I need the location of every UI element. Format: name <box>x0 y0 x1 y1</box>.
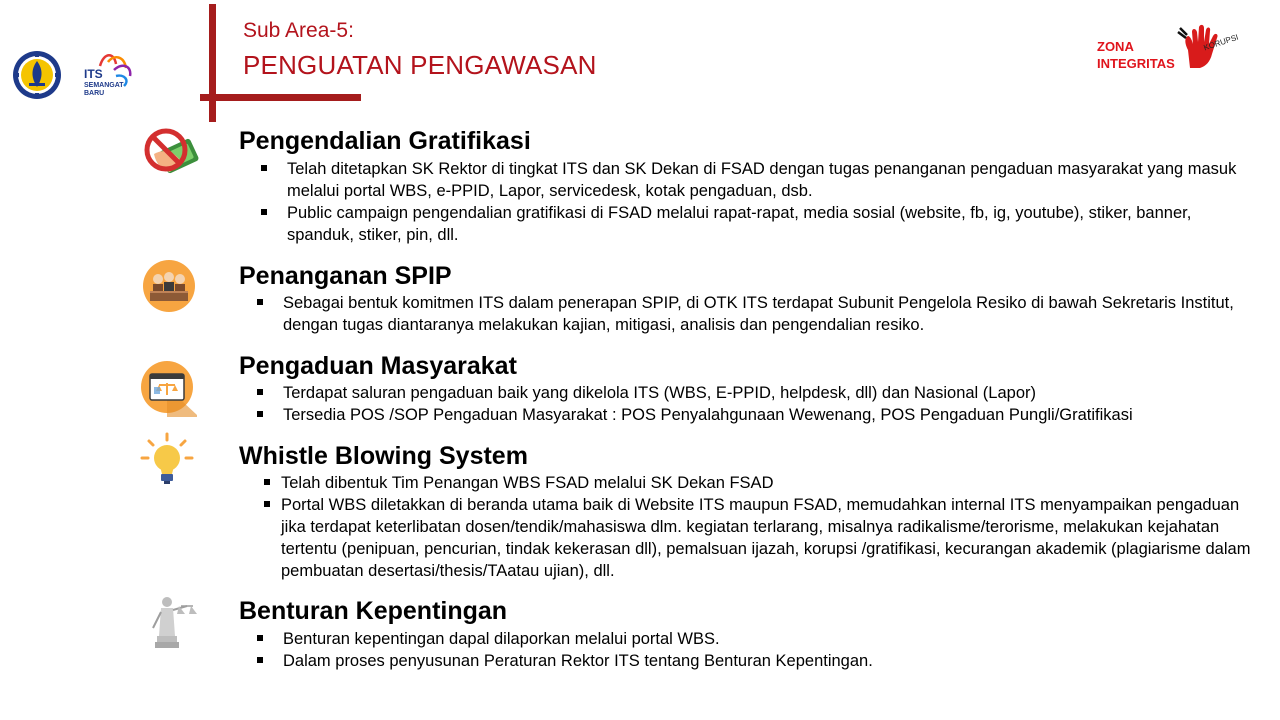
section-title-wbs: Whistle Blowing System <box>239 442 528 470</box>
page-title: PENGUATAN PENGAWASAN <box>243 50 597 80</box>
its-logo-subtext-1: SEMANGAT <box>84 82 124 89</box>
integritas-label: INTEGRITAS <box>1097 56 1175 71</box>
bullet-list-benturan <box>254 628 1244 672</box>
section-title-benturan: Benturan Kepentingan <box>239 597 508 625</box>
list-item: Telah dibentuk Tim Penangan WBS FSAD melalui SK Dekan FSAD <box>262 472 1252 494</box>
meeting-panel-icon <box>139 256 199 316</box>
list-item: Public campaign pengendalian gratifikasi di FSAD melalui rapat-rapat, media sosial (website, fb, ig, youtube), stiker, banner, spanduk, stiker, pin, dll. <box>258 202 1248 246</box>
bullet-list-wbs <box>262 472 1252 582</box>
list-item: Dalam proses penyusunan Peraturan Rektor ITS tentang Benturan Kepentingan. <box>254 650 1244 672</box>
header-horizontal-bar <box>200 94 361 101</box>
its-logo-subtext-2: BARU <box>84 90 105 97</box>
bullet-list-spip <box>254 292 1244 336</box>
header-vertical-bar <box>209 4 216 122</box>
lady-justice-icon <box>145 592 205 652</box>
section-title-pengaduan: Pengaduan Masyarakat <box>239 352 517 380</box>
its-semangat-baru-logo <box>80 48 136 100</box>
list-item: Tersedia POS /SOP Pengaduan Masyarakat : POS Penyalahgunaan Wewenang, POS Pengaduan Pungli/Gratifikasi <box>254 404 1264 426</box>
section-title-gratifikasi: Pengendalian Gratifikasi <box>239 127 531 155</box>
zona-integritas-logo <box>1097 38 1175 72</box>
list-item: Portal WBS diletakkan di beranda utama baik di Website ITS maupun FSAD, memudahkan internal ITS menyampaikan pengaduan jika terdapat keterlibatan dosen/tendik/mahasiswa dlm. kegiatan terlarang, misalnya radikalisme/terorisme, melakukan kejahatan tertentu (penipuan, pencurian, tindak kekerasan dll), pemalsuan ijazah, korupsi /gratifikasi, kecurangan akademik (plagiarisme dalam pembuatan desertasi/thesis/TAatau ujian), dll. <box>262 494 1252 582</box>
its-seal-logo <box>12 50 62 100</box>
subarea-label: Sub Area-5: <box>243 19 354 42</box>
list-item: Telah ditetapkan SK Rektor di tingkat ITS dan SK Dekan di FSAD dengan tugas penanganan pengaduan masyarakat yang masuk melalui portal WBS, e-PPID, Lapor, servicedesk, kotak pengaduan, dsb. <box>258 158 1248 202</box>
list-item: Sebagai bentuk komitmen ITS dalam penerapan SPIP, di OTK ITS terdapat Subunit Pengelola Resiko di bawah Sekretaris Institut, dengan tugas diantaranya melakukan kajian, mitigasi, analisis dan pengendalian resiko. <box>254 292 1244 336</box>
light-bulb-icon <box>137 430 197 490</box>
zona-label: ZONA <box>1097 39 1134 54</box>
its-logo-text: ITS <box>84 67 103 81</box>
list-item: Terdapat saluran pengaduan baik yang dikelola ITS (WBS, E-PPID, helpdesk, dll) dan Nasional (Lapor) <box>254 382 1264 404</box>
section-title-spip: Penanganan SPIP <box>239 262 452 290</box>
bullet-list-gratifikasi <box>258 158 1248 246</box>
no-bribe-icon <box>140 124 200 184</box>
korupsi-label: KORUPSI <box>1202 32 1240 53</box>
justice-screen-icon <box>137 357 197 417</box>
bullet-list-pengaduan <box>254 382 1264 426</box>
list-item: Benturan kepentingan dapal dilaporkan melalui portal WBS. <box>254 628 1244 650</box>
